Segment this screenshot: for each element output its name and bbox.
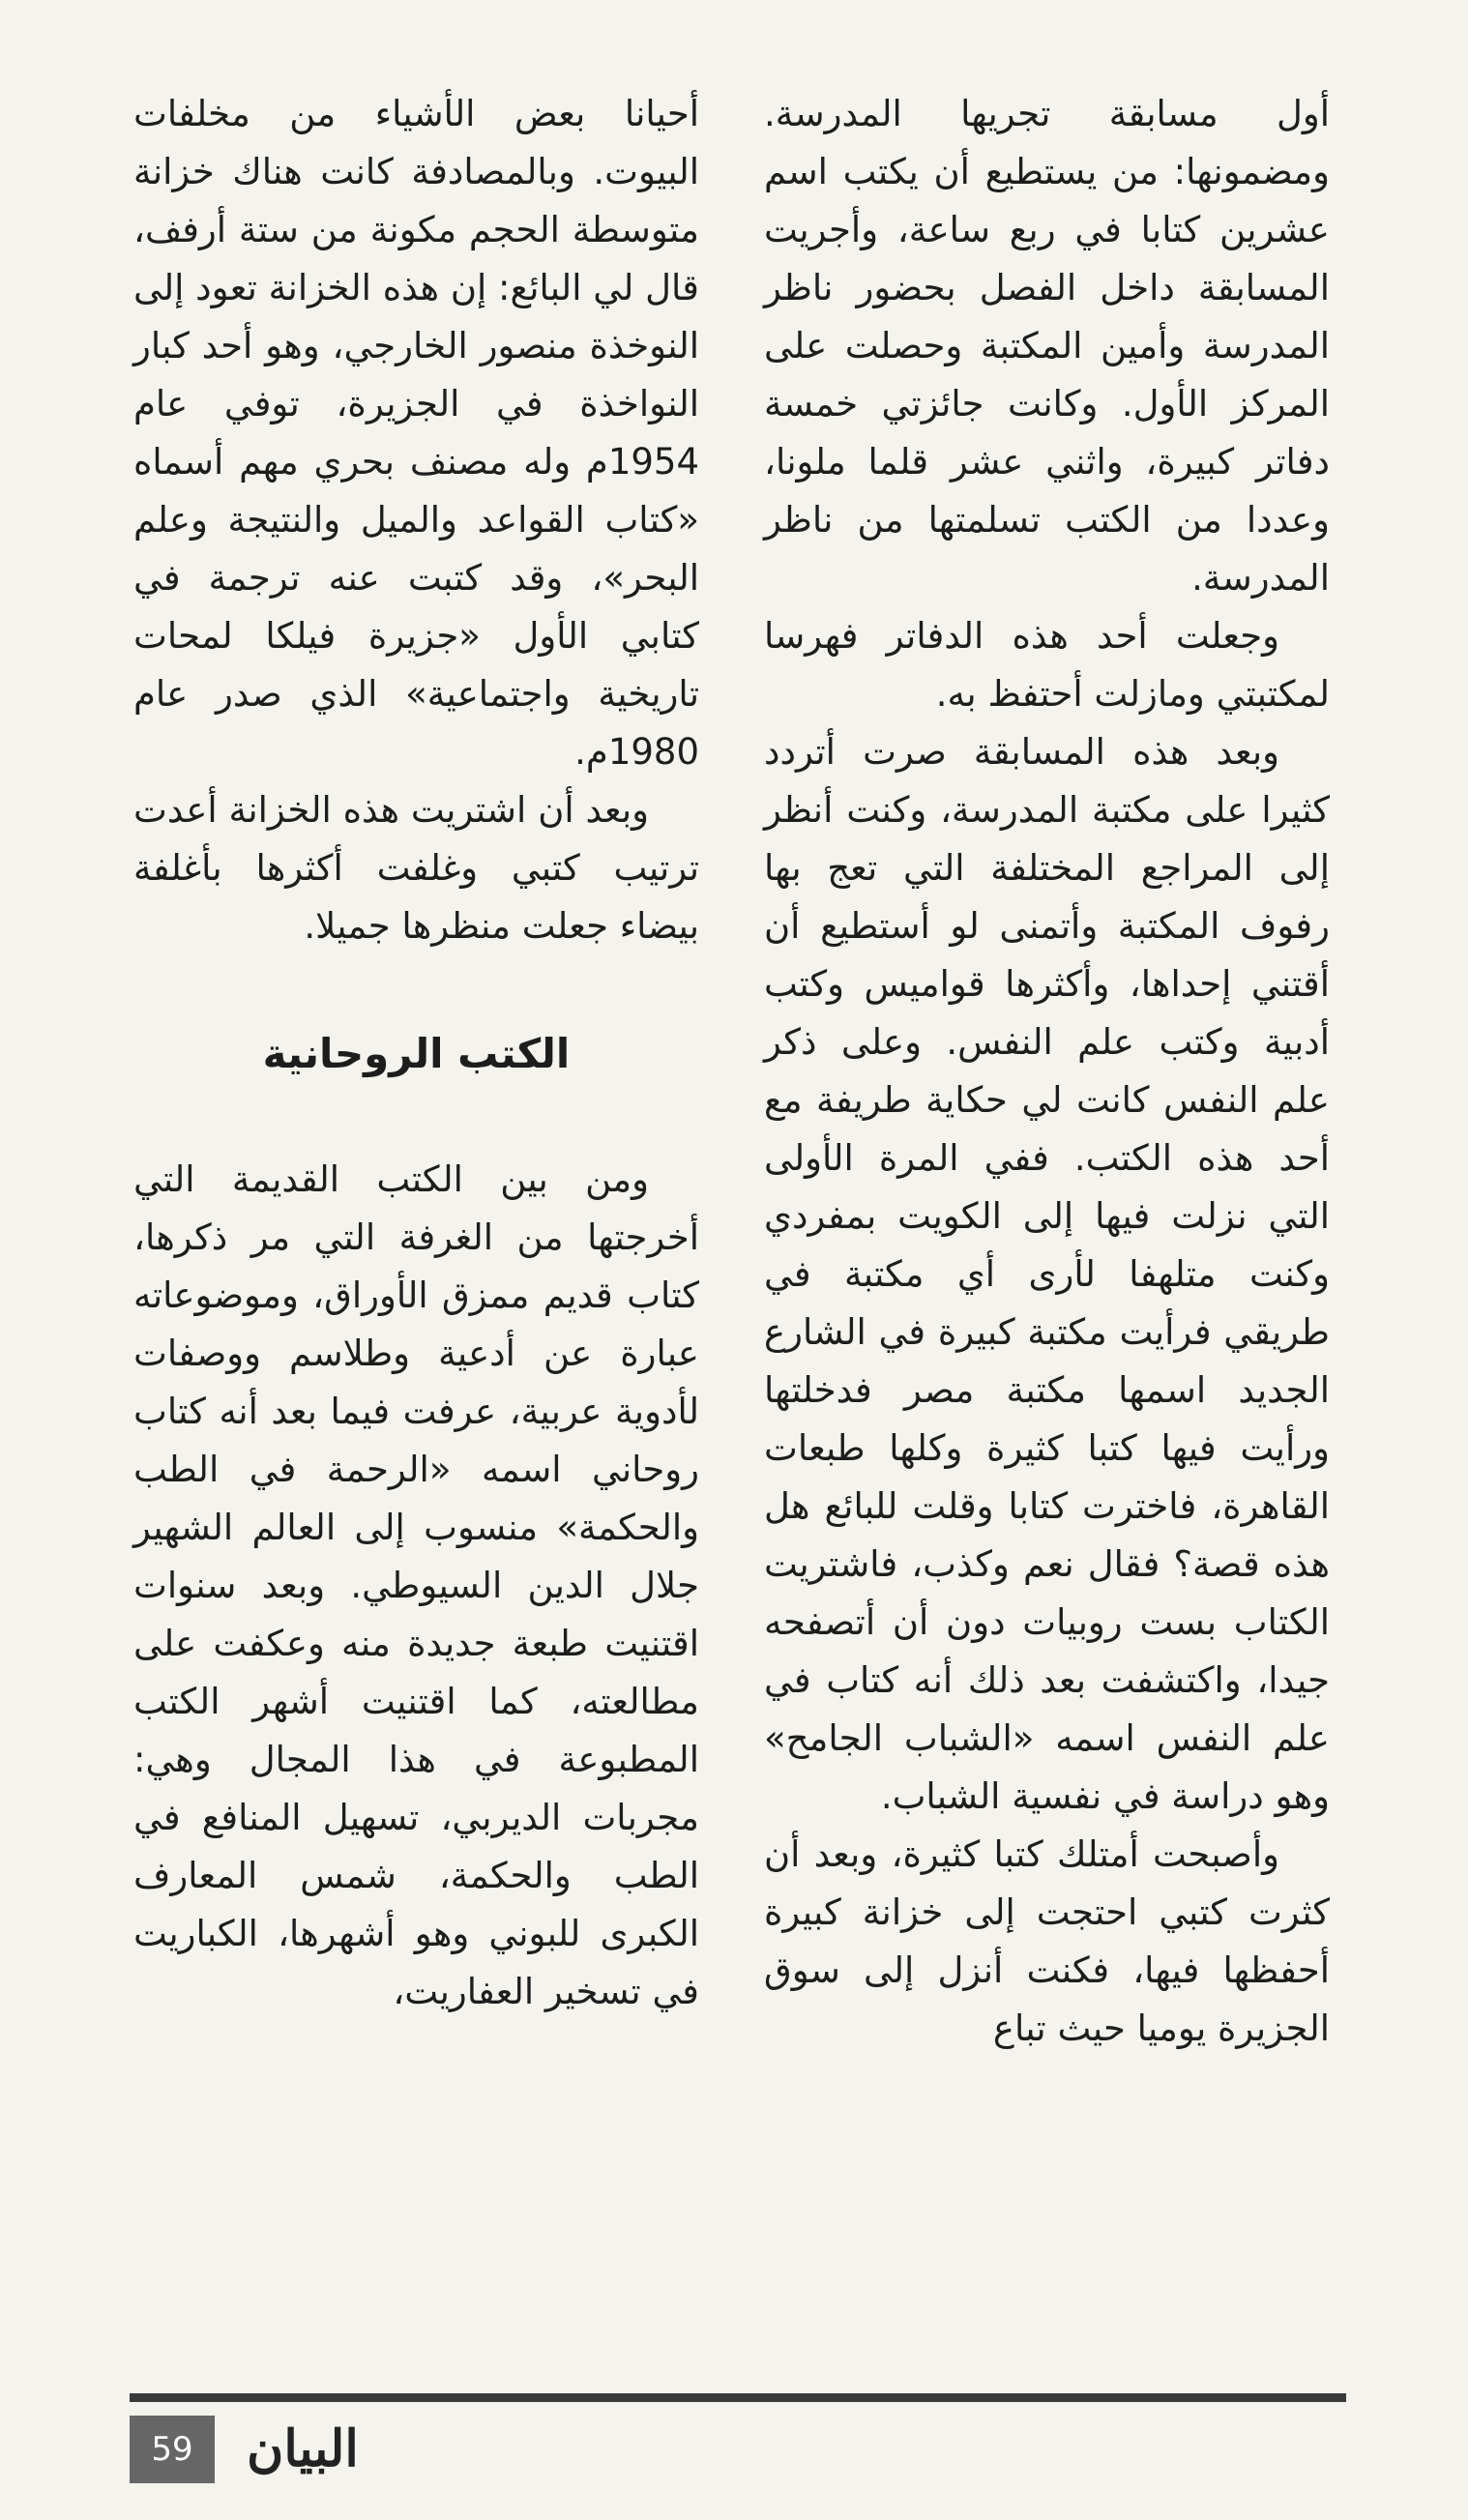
magazine-logo: البيان bbox=[247, 2419, 359, 2478]
right-text-column bbox=[764, 85, 1330, 2058]
paragraph: وأصبحت أمتلك كتبا كثيرة، وبعد أن كثرت كتبي احتجت إلى خزانة كبيرة أحفظها فيها، فكنت أنزل إلى سوق الجزيرة يوميا حيث تباع bbox=[764, 1833, 1330, 2049]
section-heading: الكتب الروحانية bbox=[262, 1030, 571, 1077]
footer-rule bbox=[130, 2393, 1346, 2402]
paragraph: وبعد أن اشتريت هذه الخزانة أعدت ترتيب كتبي وغلفت أكثرها بأغلفة بيضاء جعلت منظرها جميلا. bbox=[133, 789, 699, 947]
page-number: 59 bbox=[130, 2416, 215, 2483]
paragraph: أحيانا بعض الأشياء من مخلفات البيوت. وبالمصادفة كانت هناك خزانة متوسطة الحجم مكونة من ستة أرفف، قال لي البائع: إن هذه الخزانة تعود إلى النوخذة منصور الخارجي، وهو أحد كبار النواخذة في الجزيرة، توفي عام 1954م وله مصنف بحري مهم أسماه «كتاب القواعد والميل والنتيجة وعلم البحر»، وقد كتبت عنه ترجمة في كتابي الأول «جزيرة فيلكا لمحات تاريخية واجتماعية» الذي صدر عام 1980م. bbox=[133, 93, 699, 773]
paragraph: وجعلت أحد هذه الدفاتر فهرسا لمكتبتي ومازلت أحتفظ به. bbox=[764, 615, 1330, 715]
left-text-column bbox=[133, 85, 699, 2021]
paragraph: أول مسابقة تجريها المدرسة. ومضمونها: من يستطيع أن يكتب اسم عشرين كتابا في ربع ساعة، وأجريت المسابقة داخل الفصل بحضور ناظر المدرسة وأمين المكتبة وحصلت على المركز الأول. وكانت جائزتي خمسة دفاتر كبيرة، واثني عشر قلما ملونا، وعددا من الكتب تسلمتها من ناظر المدرسة. bbox=[764, 93, 1330, 599]
paragraph: وبعد هذه المسابقة صرت أتردد كثيرا على مكتبة المدرسة، وكنت أنظر إلى المراجع المختلفة التي تعج بها رفوف المكتبة وأتمنى لو أستطيع أن أقتني إحداها، وأكثرها قواميس وكتب أدبية وكتب علم النفس. وعلى ذكر علم النفس كانت لي حكاية طريفة مع أحد هذه الكتب. ففي المرة الأولى التي نزلت فيها إلى الكويت بمفردي وكنت متلهفا لأرى أي مكتبة في طريقي فرأيت مكتبة كبيرة في الشارع الجديد اسمها مكتبة مصر فدخلتها ورأيت فيها كتبا كثيرة وكلها طبعات القاهرة، فاخترت كتابا وقلت للبائع هل هذه قصة؟ فقال نعم وكذب، فاشتريت الكتاب بست روبيات دون أن أتصفحه جيدا، واكتشفت بعد ذلك أنه كتاب في علم النفس اسمه «الشباب الجامح» وهو دراسة في نفسية الشباب. bbox=[764, 731, 1330, 1817]
paragraph: ومن بين الكتب القديمة التي أخرجتها من الغرفة التي مر ذكرها، كتاب قديم ممزق الأوراق، وموضوعاته عبارة عن أدعية وطلاسم ووصفات لأدوية عربية، عرفت فيما بعد أنه كتاب روحاني اسمه «الرحمة في الطب والحكمة» منسوب إلى العالم الشهير جلال الدين السيوطي. وبعد سنوات اقتنيت طبعة جديدة منه وعكفت على مطالعته، كما اقتنيت أشهر الكتب المطبوعة في هذا المجال وهي: مجربات الديربي، تسهيل المنافع في الطب والحكمة، شمس المعارف الكبرى للبوني وهو أشهرها، الكباريت في تسخير العفاريت، bbox=[133, 1158, 699, 2012]
